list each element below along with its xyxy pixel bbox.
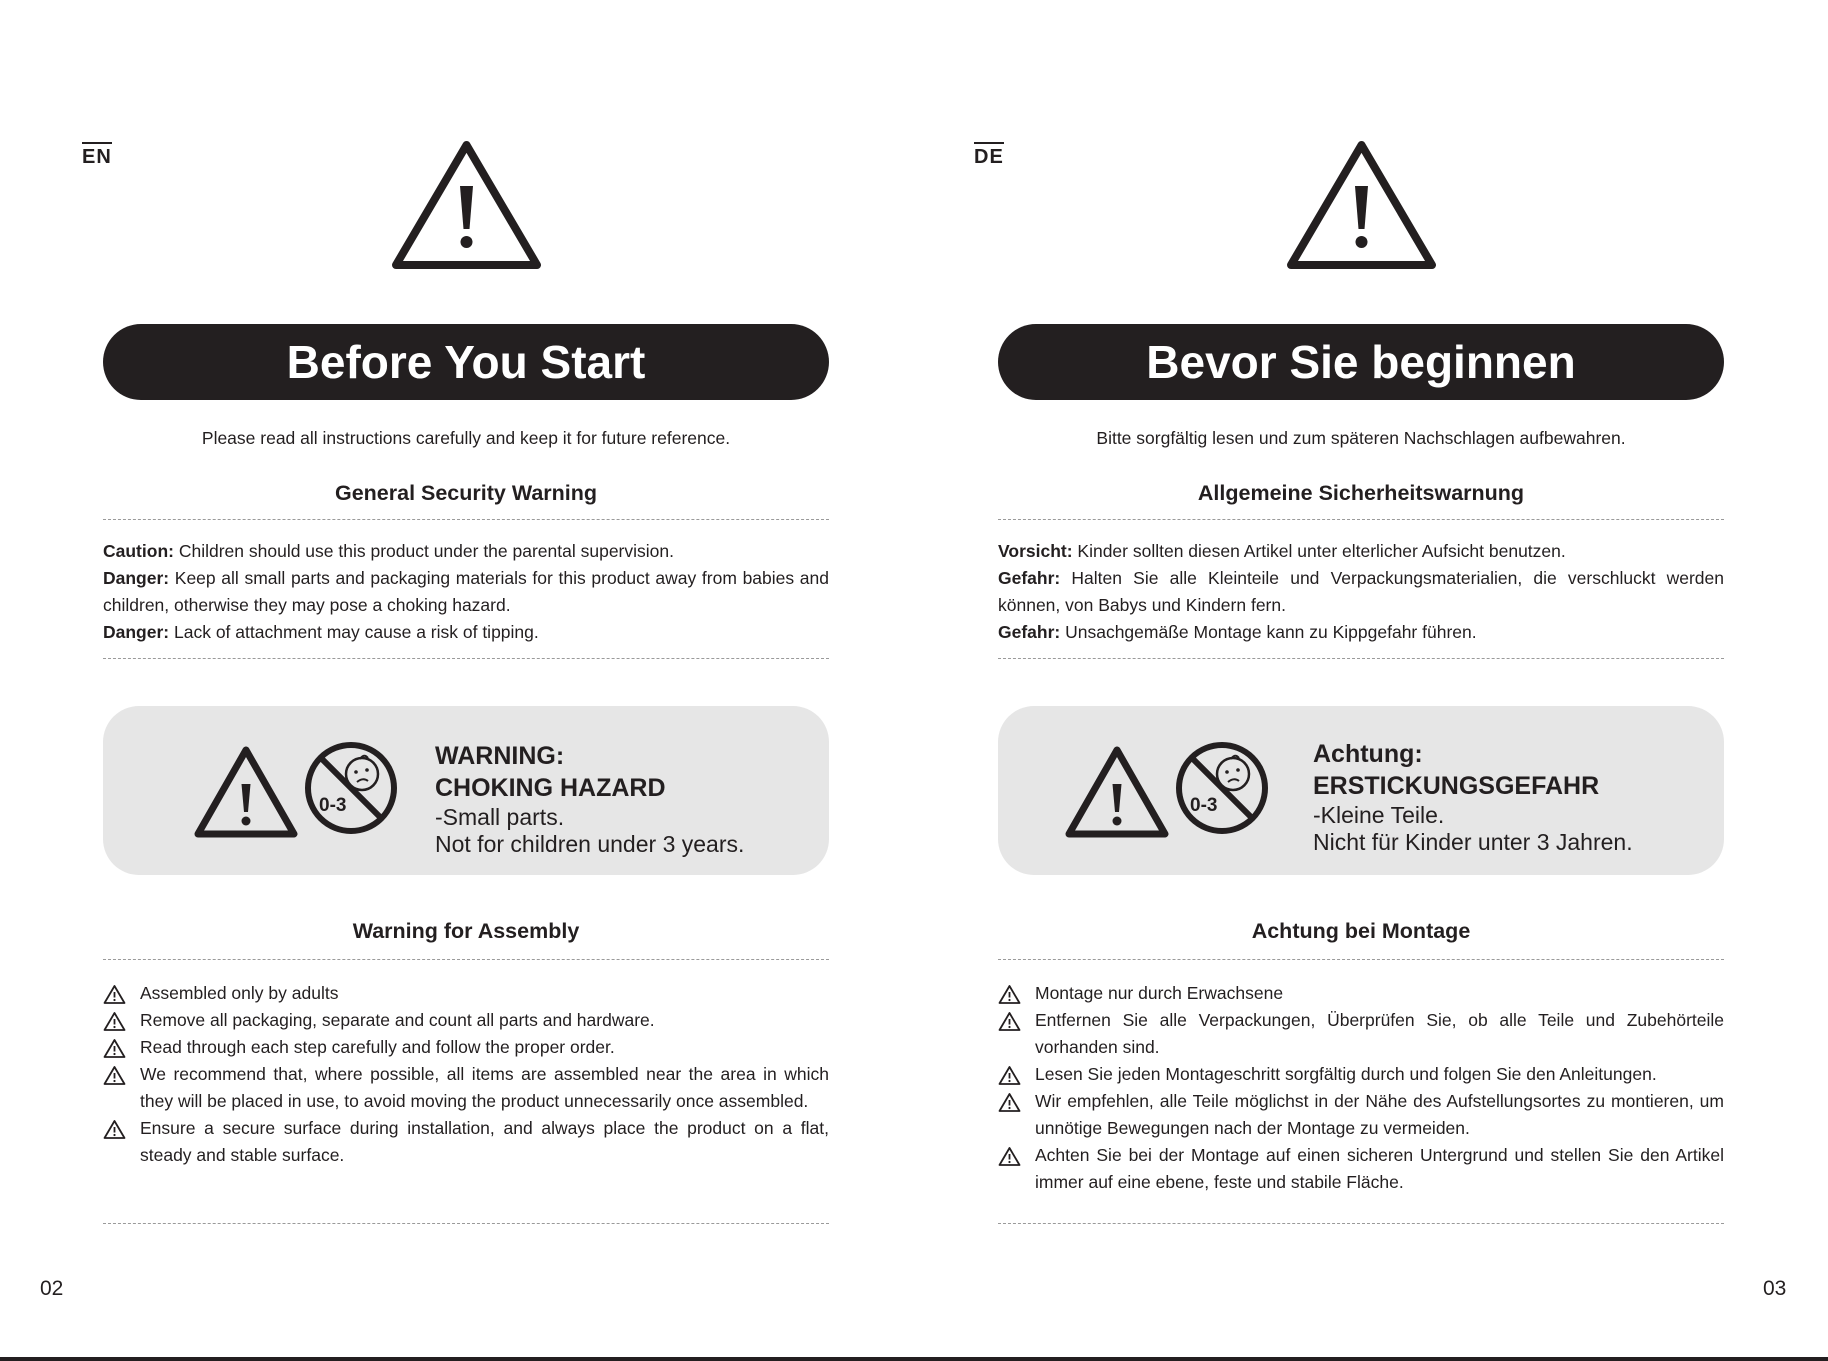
- hazard-line: Nicht für Kinder unter 3 Jahren.: [1313, 829, 1633, 855]
- divider: [998, 959, 1724, 960]
- age-label: 0-3: [319, 795, 347, 816]
- hazard-line: Not for children under 3 years.: [435, 831, 745, 857]
- list-item: Assembled only by adults: [103, 980, 829, 1007]
- general-warnings: [998, 538, 1724, 646]
- list-item: Read through each step carefully and follow the proper order.: [103, 1034, 829, 1061]
- assembly-list: [998, 980, 1724, 1196]
- page-en: [0, 0, 914, 1357]
- list-item: Wir empfehlen, alle Teile möglichst in der Nähe des Aufstellungsortes zu montieren, um unnötige Bewegungen nach der Montage zu vermeiden.: [998, 1088, 1724, 1142]
- page-title: Bevor Sie beginnen: [998, 324, 1724, 400]
- warning-triangle-small-icon: [103, 1065, 126, 1086]
- page-number: 03: [1763, 1277, 1787, 1300]
- no-under-3-icon: [1174, 740, 1270, 836]
- assembly-list: [103, 980, 829, 1169]
- warning-triangle-small-icon: [103, 984, 126, 1005]
- bottom-rule: [0, 1357, 1828, 1361]
- language-tag: DE: [974, 146, 1004, 168]
- warning-triangle-icon: [1284, 136, 1439, 272]
- page-title: Before You Start: [103, 324, 829, 400]
- hazard-line: -Small parts.: [435, 804, 565, 830]
- warning-triangle-small-icon: [998, 984, 1021, 1005]
- hazard-text: [1313, 738, 1633, 856]
- hazard-title: Achtung:: [1313, 740, 1423, 768]
- warning-triangle-small-icon: [998, 1011, 1021, 1032]
- warning-triangle-small-icon: [103, 1038, 126, 1059]
- intro-text: Bitte sorgfältig lesen und zum späteren Nachschlagen aufbewahren.: [1096, 428, 1626, 448]
- general-warnings: [103, 538, 829, 646]
- warning-line: Vorsicht: Kinder sollten diesen Artikel unter elterlicher Aufsicht benutzen.: [998, 541, 1566, 561]
- divider: [103, 959, 829, 960]
- divider: [998, 658, 1724, 659]
- list-item: Entfernen Sie alle Verpackungen, Überprüfen Sie, ob alle Teile und Zubehörteile vorhanden sind.: [998, 1007, 1724, 1061]
- hazard-subtitle: CHOKING HAZARD: [435, 774, 666, 802]
- warning-line: Danger: Lack of attachment may cause a risk of tipping.: [103, 622, 539, 642]
- divider: [998, 519, 1724, 520]
- warning-line: Caution: Children should use this product under the parental supervision.: [103, 541, 674, 561]
- list-item: Remove all packaging, separate and count all parts and hardware.: [103, 1007, 829, 1034]
- divider: [998, 1223, 1724, 1224]
- intro-text: Please read all instructions carefully and keep it for future reference.: [201, 428, 731, 448]
- divider: [103, 1223, 829, 1224]
- no-under-3-icon: [303, 740, 399, 836]
- page-de: [914, 0, 1828, 1357]
- hazard-subtitle: ERSTICKUNGSGEFAHR: [1313, 772, 1600, 800]
- choking-hazard-box: [103, 706, 829, 875]
- warning-triangle-small-icon: [998, 1065, 1021, 1086]
- warning-triangle-small-icon: [103, 1119, 126, 1140]
- assembly-warning-heading: Achtung bei Montage: [1251, 919, 1471, 943]
- warning-line: Danger: Keep all small parts and packaging materials for this product away from babies and children, otherwise they may pose a choking hazard.: [103, 568, 829, 615]
- page-number: 02: [40, 1277, 64, 1300]
- hazard-text: [435, 740, 744, 858]
- list-item: Achten Sie bei der Montage auf einen sicheren Untergrund und stellen Sie den Artikel immer auf eine ebene, feste und stabile Fläche.: [998, 1142, 1724, 1196]
- list-item: Lesen Sie jeden Montageschritt sorgfältig durch und folgen Sie den Anleitungen.: [998, 1061, 1724, 1088]
- hazard-title: WARNING:: [435, 742, 565, 770]
- warning-triangle-small-icon: [998, 1146, 1021, 1167]
- choking-hazard-box: [998, 706, 1724, 875]
- warning-line: Gefahr: Unsachgemäße Montage kann zu Kippgefahr führen.: [998, 622, 1477, 642]
- divider: [103, 658, 829, 659]
- warning-triangle-icon: [193, 744, 299, 840]
- assembly-warning-heading: Warning for Assembly: [352, 919, 580, 943]
- language-tag: EN: [82, 146, 112, 168]
- hazard-line: -Kleine Teile.: [1313, 802, 1445, 828]
- age-label: 0-3: [1190, 795, 1218, 816]
- warning-triangle-small-icon: [998, 1092, 1021, 1113]
- warning-triangle-icon: [1064, 744, 1170, 840]
- list-item: Montage nur durch Erwachsene: [998, 980, 1724, 1007]
- general-warning-heading: General Security Warning: [334, 481, 598, 505]
- list-item: Ensure a secure surface during installation, and always place the product on a flat, steady and stable surface.: [103, 1115, 829, 1169]
- warning-triangle-small-icon: [103, 1011, 126, 1032]
- divider: [103, 519, 829, 520]
- list-item: We recommend that, where possible, all items are assembled near the area in which they will be placed in use, to avoid moving the product unnecessarily once assembled.: [103, 1061, 829, 1115]
- warning-triangle-icon: [389, 136, 544, 272]
- general-warning-heading: Allgemeine Sicherheitswarnung: [1197, 481, 1525, 505]
- warning-line: Gefahr: Halten Sie alle Kleinteile und Verpackungsmaterialien, die verschluckt werden können, von Babys und Kindern fern.: [998, 568, 1724, 615]
